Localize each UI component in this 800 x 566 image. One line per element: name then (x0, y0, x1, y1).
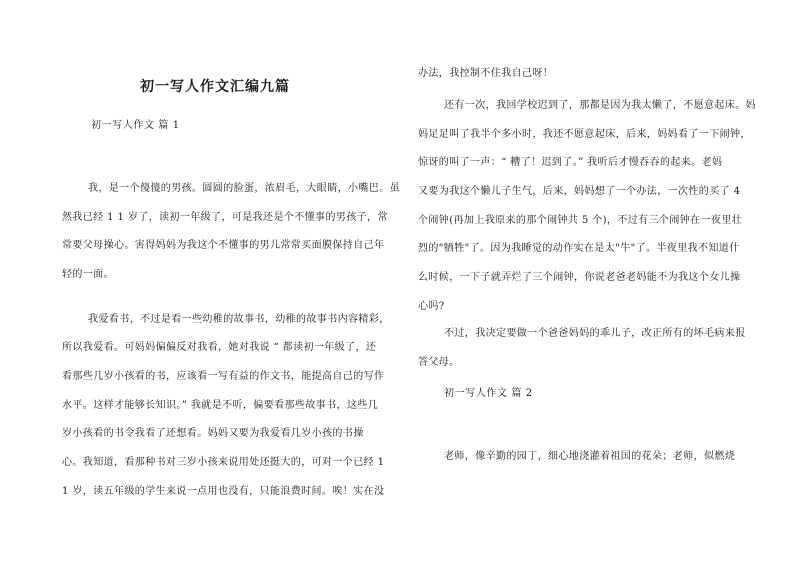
section-heading-2: 初一写人作文 篇 2 (444, 388, 533, 399)
paragraph-line: 我爱看书，不过是看一些幼稚的故事书，幼稚的故事书内容精彩， (88, 314, 390, 325)
paragraph-line: 又要为我这个懒儿子生气，后来，妈妈想了一个办法，一次性的买了 4 (418, 186, 741, 197)
paragraph-line: 个闹钟(再加上我原来的那个闹钟共 5 个)，不过有三个闹钟在一夜里壮 (418, 215, 743, 226)
paragraph-line: 妈足足叫了我半个多小时，我还不愿意起床，后来，妈妈看了一下闹钟， (418, 129, 751, 140)
paragraph-line: 看那些几岁小孩看的书，应该看一写有益的作文书，能提高自己的写作 (62, 371, 385, 382)
paragraph-line: 所以我爱看。可妈妈偏偏反对我看，她对我说 “ 都读初一年级了，还 (62, 342, 377, 353)
paragraph-line: 常要父母操心。害得妈妈为我这个不懂事的男儿常常买面膜保持自己年 (62, 240, 385, 251)
paragraph-line: 办法，我控制不住我自己呀！ (418, 68, 554, 79)
paragraph-line: 岁小孩看的书令我看了还想看。妈妈又要为我爱看几岁小孩的书操 (62, 428, 364, 439)
paragraph-line: 水平。这样才能够长知识。” 我就是不听，偏要看那些故事书，这些几 (62, 400, 379, 411)
paragraph-line: 心。我知道，看那种书对三岁小孩来说用处还挺大的，可对一个已经 1 (62, 457, 385, 468)
paragraph-line: 然我已经 1 1 岁了，读初一年级了，可是我还是个不懂事的男孩子，常 (62, 212, 388, 223)
paragraph-line: 答父母。 (418, 357, 460, 368)
paragraph-line: 1 岁，读五年级的学生来说一点用也没有，只能浪费时间。唉！实在没 (62, 486, 385, 497)
paragraph-line: 烈的"牺牲"了。因为我睡觉的动作实在是太"牛"了。半夜里我不知道什 (418, 243, 740, 254)
paragraph-line: 不过，我决定要做一个爸爸妈妈的乖儿子，改正所有的坏毛病来报 (444, 328, 746, 339)
paragraph-line: 还有一次，我回学校迟到了，那都是因为我太懒了，不愿意起床。妈 (444, 100, 756, 111)
section-heading-1: 初一写人作文 篇 1 (91, 120, 180, 131)
paragraph-line: 惊讶的叫了一声：“ 糟了！迟到了。” 我听后才慢吞吞的起来。老妈 (418, 157, 723, 168)
paragraph-line: 轻的一面。 (62, 269, 114, 280)
paragraph-line: 么时候，一下子就弄烂了三个闹钟，你说老爸老妈能不为我这个女儿操 (418, 272, 741, 283)
paragraph-line: 我，是一个傻傻的男孩。圆圆的脸蛋，浓眉毛，大眼睛，小嘴巴。虽 (88, 183, 400, 194)
document-title: 初一写人作文汇编九篇 (140, 79, 290, 95)
paragraph-line: 老师，像辛勤的园丁，细心地浇灌着祖国的花朵；老师，似燃烧 (444, 451, 736, 462)
paragraph-line: 心吗? (418, 301, 445, 312)
